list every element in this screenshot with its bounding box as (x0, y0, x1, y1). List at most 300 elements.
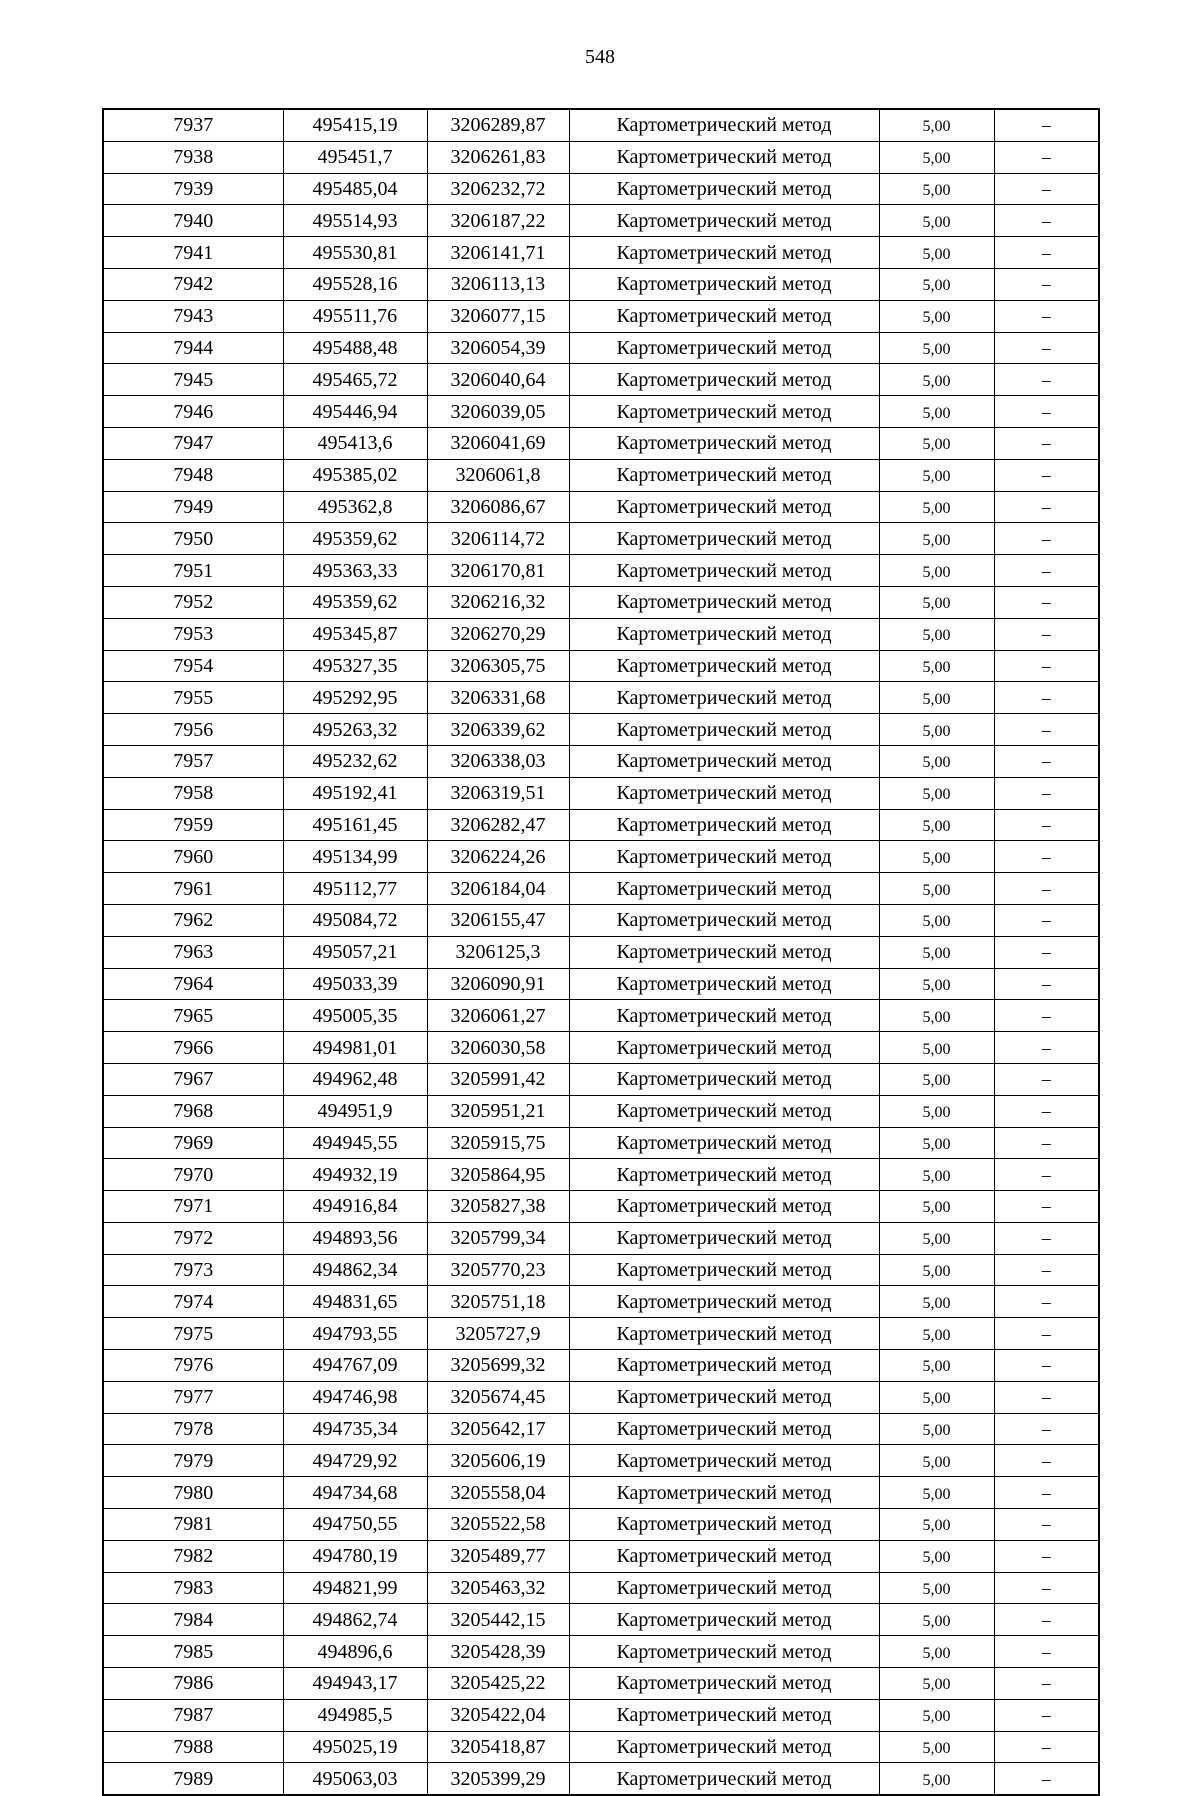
y-coordinate-cell: 3206270,29 (427, 618, 569, 650)
point-number-cell: 7965 (103, 1000, 283, 1032)
accuracy-cell: 5,00 (879, 682, 994, 714)
x-coordinate-cell: 495528,16 (283, 268, 427, 300)
note-cell: – (994, 904, 1099, 936)
x-coordinate-cell: 495488,48 (283, 332, 427, 364)
point-number-cell: 7985 (103, 1636, 283, 1668)
x-coordinate-cell: 494862,34 (283, 1254, 427, 1286)
y-coordinate-cell: 3205991,42 (427, 1063, 569, 1095)
table-row (103, 109, 1099, 141)
table-row (103, 173, 1099, 205)
y-coordinate-cell: 3206041,69 (427, 427, 569, 459)
point-number-cell: 7962 (103, 904, 283, 936)
note-cell: – (994, 745, 1099, 777)
accuracy-cell: 5,00 (879, 968, 994, 1000)
method-cell: Картометрический метод (569, 173, 879, 205)
accuracy-cell: 5,00 (879, 1063, 994, 1095)
accuracy-cell: 5,00 (879, 618, 994, 650)
method-cell: Картометрический метод (569, 109, 879, 141)
note-cell: – (994, 586, 1099, 618)
accuracy-cell: 5,00 (879, 205, 994, 237)
method-cell: Картометрический метод (569, 396, 879, 428)
table-row (103, 1572, 1099, 1604)
accuracy-cell: 5,00 (879, 555, 994, 587)
note-cell: – (994, 1095, 1099, 1127)
coordinates-table (102, 108, 1100, 1796)
table-row (103, 809, 1099, 841)
note-cell: – (994, 1445, 1099, 1477)
accuracy-cell: 5,00 (879, 1127, 994, 1159)
x-coordinate-cell: 494729,92 (283, 1445, 427, 1477)
accuracy-cell: 5,00 (879, 1604, 994, 1636)
point-number-cell: 7951 (103, 555, 283, 587)
x-coordinate-cell: 495446,94 (283, 396, 427, 428)
method-cell: Картометрический метод (569, 300, 879, 332)
table-row (103, 300, 1099, 332)
method-cell: Картометрический метод (569, 809, 879, 841)
y-coordinate-cell: 3206224,26 (427, 841, 569, 873)
table-row (103, 491, 1099, 523)
accuracy-cell: 5,00 (879, 491, 994, 523)
x-coordinate-cell: 494896,6 (283, 1636, 427, 1668)
table-row (103, 1731, 1099, 1763)
method-cell: Картометрический метод (569, 1413, 879, 1445)
table-row (103, 1477, 1099, 1509)
x-coordinate-cell: 494734,68 (283, 1477, 427, 1509)
y-coordinate-cell: 3206030,58 (427, 1032, 569, 1064)
accuracy-cell: 5,00 (879, 1350, 994, 1382)
note-cell: – (994, 237, 1099, 269)
y-coordinate-cell: 3205489,77 (427, 1540, 569, 1572)
method-cell: Картометрический метод (569, 268, 879, 300)
point-number-cell: 7938 (103, 141, 283, 173)
table-row (103, 1668, 1099, 1700)
method-cell: Картометрический метод (569, 1477, 879, 1509)
y-coordinate-cell: 3206061,8 (427, 459, 569, 491)
method-cell: Картометрический метод (569, 1699, 879, 1731)
method-cell: Картометрический метод (569, 237, 879, 269)
accuracy-cell: 5,00 (879, 1254, 994, 1286)
x-coordinate-cell: 494951,9 (283, 1095, 427, 1127)
x-coordinate-cell: 495511,76 (283, 300, 427, 332)
y-coordinate-cell: 3205428,39 (427, 1636, 569, 1668)
note-cell: – (994, 714, 1099, 746)
y-coordinate-cell: 3205827,38 (427, 1191, 569, 1223)
point-number-cell: 7957 (103, 745, 283, 777)
x-coordinate-cell: 495359,62 (283, 586, 427, 618)
table-row (103, 332, 1099, 364)
x-coordinate-cell: 495359,62 (283, 523, 427, 555)
y-coordinate-cell: 3206184,04 (427, 873, 569, 905)
accuracy-cell: 5,00 (879, 936, 994, 968)
method-cell: Картометрический метод (569, 1381, 879, 1413)
x-coordinate-cell: 494893,56 (283, 1222, 427, 1254)
table-row (103, 1318, 1099, 1350)
table-row (103, 1636, 1099, 1668)
x-coordinate-cell: 495465,72 (283, 364, 427, 396)
accuracy-cell: 5,00 (879, 396, 994, 428)
note-cell: – (994, 173, 1099, 205)
y-coordinate-cell: 3205463,32 (427, 1572, 569, 1604)
table-row (103, 1254, 1099, 1286)
x-coordinate-cell: 494821,99 (283, 1572, 427, 1604)
method-cell: Картометрический метод (569, 1127, 879, 1159)
point-number-cell: 7972 (103, 1222, 283, 1254)
table-row (103, 650, 1099, 682)
table-row (103, 364, 1099, 396)
table-row (103, 1191, 1099, 1223)
point-number-cell: 7946 (103, 396, 283, 428)
y-coordinate-cell: 3206331,68 (427, 682, 569, 714)
table-row (103, 268, 1099, 300)
method-cell: Картометрический метод (569, 1191, 879, 1223)
note-cell: – (994, 1540, 1099, 1572)
point-number-cell: 7949 (103, 491, 283, 523)
note-cell: – (994, 396, 1099, 428)
note-cell: – (994, 1699, 1099, 1731)
point-number-cell: 7941 (103, 237, 283, 269)
y-coordinate-cell: 3205418,87 (427, 1731, 569, 1763)
point-number-cell: 7948 (103, 459, 283, 491)
point-number-cell: 7944 (103, 332, 283, 364)
accuracy-cell: 5,00 (879, 809, 994, 841)
x-coordinate-cell: 495362,8 (283, 491, 427, 523)
point-number-cell: 7979 (103, 1445, 283, 1477)
table-row (103, 968, 1099, 1000)
table-row (103, 1222, 1099, 1254)
accuracy-cell: 5,00 (879, 1095, 994, 1127)
note-cell: – (994, 1763, 1099, 1795)
method-cell: Картометрический метод (569, 1063, 879, 1095)
accuracy-cell: 5,00 (879, 332, 994, 364)
point-number-cell: 7960 (103, 841, 283, 873)
point-number-cell: 7959 (103, 809, 283, 841)
table-row (103, 1381, 1099, 1413)
point-number-cell: 7976 (103, 1350, 283, 1382)
method-cell: Картометрический метод (569, 873, 879, 905)
y-coordinate-cell: 3205674,45 (427, 1381, 569, 1413)
x-coordinate-cell: 495063,03 (283, 1763, 427, 1795)
x-coordinate-cell: 495033,39 (283, 968, 427, 1000)
x-coordinate-cell: 494767,09 (283, 1350, 427, 1382)
accuracy-cell: 5,00 (879, 1381, 994, 1413)
point-number-cell: 7954 (103, 650, 283, 682)
note-cell: – (994, 1127, 1099, 1159)
y-coordinate-cell: 3206114,72 (427, 523, 569, 555)
y-coordinate-cell: 3206282,47 (427, 809, 569, 841)
accuracy-cell: 5,00 (879, 714, 994, 746)
x-coordinate-cell: 494750,55 (283, 1509, 427, 1541)
point-number-cell: 7989 (103, 1763, 283, 1795)
y-coordinate-cell: 3206040,64 (427, 364, 569, 396)
table-row (103, 459, 1099, 491)
method-cell: Картометрический метод (569, 1763, 879, 1795)
note-cell: – (994, 364, 1099, 396)
accuracy-cell: 5,00 (879, 364, 994, 396)
point-number-cell: 7988 (103, 1731, 283, 1763)
y-coordinate-cell: 3205699,32 (427, 1350, 569, 1382)
y-coordinate-cell: 3205558,04 (427, 1477, 569, 1509)
accuracy-cell: 5,00 (879, 427, 994, 459)
method-cell: Картометрический метод (569, 1540, 879, 1572)
note-cell: – (994, 1381, 1099, 1413)
point-number-cell: 7958 (103, 777, 283, 809)
y-coordinate-cell: 3205522,58 (427, 1509, 569, 1541)
method-cell: Картометрический метод (569, 1286, 879, 1318)
x-coordinate-cell: 494916,84 (283, 1191, 427, 1223)
y-coordinate-cell: 3205442,15 (427, 1604, 569, 1636)
x-coordinate-cell: 494985,5 (283, 1699, 427, 1731)
x-coordinate-cell: 495057,21 (283, 936, 427, 968)
note-cell: – (994, 1350, 1099, 1382)
accuracy-cell: 5,00 (879, 1318, 994, 1350)
note-cell: – (994, 1668, 1099, 1700)
y-coordinate-cell: 3205864,95 (427, 1159, 569, 1191)
note-cell: – (994, 141, 1099, 173)
accuracy-cell: 5,00 (879, 1222, 994, 1254)
note-cell: – (994, 491, 1099, 523)
table-row (103, 1699, 1099, 1731)
table-row (103, 1063, 1099, 1095)
note-cell: – (994, 268, 1099, 300)
table-row (103, 205, 1099, 237)
point-number-cell: 7956 (103, 714, 283, 746)
table-row (103, 427, 1099, 459)
method-cell: Картометрический метод (569, 1509, 879, 1541)
note-cell: – (994, 459, 1099, 491)
x-coordinate-cell: 495112,77 (283, 873, 427, 905)
method-cell: Картометрический метод (569, 841, 879, 873)
x-coordinate-cell: 495134,99 (283, 841, 427, 873)
y-coordinate-cell: 3206319,51 (427, 777, 569, 809)
point-number-cell: 7942 (103, 268, 283, 300)
y-coordinate-cell: 3206216,32 (427, 586, 569, 618)
x-coordinate-cell: 495451,7 (283, 141, 427, 173)
x-coordinate-cell: 495005,35 (283, 1000, 427, 1032)
accuracy-cell: 5,00 (879, 109, 994, 141)
note-cell: – (994, 1604, 1099, 1636)
x-coordinate-cell: 494793,55 (283, 1318, 427, 1350)
x-coordinate-cell: 495263,32 (283, 714, 427, 746)
note-cell: – (994, 205, 1099, 237)
point-number-cell: 7970 (103, 1159, 283, 1191)
y-coordinate-cell: 3206086,67 (427, 491, 569, 523)
x-coordinate-cell: 495232,62 (283, 745, 427, 777)
point-number-cell: 7971 (103, 1191, 283, 1223)
note-cell: – (994, 1159, 1099, 1191)
accuracy-cell: 5,00 (879, 904, 994, 936)
y-coordinate-cell: 3206289,87 (427, 109, 569, 141)
note-cell: – (994, 1318, 1099, 1350)
x-coordinate-cell: 495530,81 (283, 237, 427, 269)
note-cell: – (994, 873, 1099, 905)
method-cell: Картометрический метод (569, 523, 879, 555)
accuracy-cell: 5,00 (879, 1572, 994, 1604)
method-cell: Картометрический метод (569, 1222, 879, 1254)
point-number-cell: 7977 (103, 1381, 283, 1413)
point-number-cell: 7953 (103, 618, 283, 650)
x-coordinate-cell: 494932,19 (283, 1159, 427, 1191)
point-number-cell: 7952 (103, 586, 283, 618)
x-coordinate-cell: 494735,34 (283, 1413, 427, 1445)
note-cell: – (994, 1222, 1099, 1254)
table-row (103, 936, 1099, 968)
page-number: 548 (585, 46, 615, 68)
table-row (103, 873, 1099, 905)
table-row (103, 1413, 1099, 1445)
y-coordinate-cell: 3205727,9 (427, 1318, 569, 1350)
point-number-cell: 7981 (103, 1509, 283, 1541)
note-cell: – (994, 1286, 1099, 1318)
y-coordinate-cell: 3205422,04 (427, 1699, 569, 1731)
note-cell: – (994, 1636, 1099, 1668)
note-cell: – (994, 1477, 1099, 1509)
note-cell: – (994, 1032, 1099, 1064)
table-body (103, 109, 1099, 1795)
table-row (103, 1095, 1099, 1127)
x-coordinate-cell: 495084,72 (283, 904, 427, 936)
method-cell: Картометрический метод (569, 586, 879, 618)
point-number-cell: 7943 (103, 300, 283, 332)
accuracy-cell: 5,00 (879, 1413, 994, 1445)
y-coordinate-cell: 3206113,13 (427, 268, 569, 300)
note-cell: – (994, 777, 1099, 809)
accuracy-cell: 5,00 (879, 1763, 994, 1795)
point-number-cell: 7973 (103, 1254, 283, 1286)
note-cell: – (994, 1731, 1099, 1763)
table-row (103, 682, 1099, 714)
accuracy-cell: 5,00 (879, 1159, 994, 1191)
x-coordinate-cell: 495413,6 (283, 427, 427, 459)
point-number-cell: 7980 (103, 1477, 283, 1509)
point-number-cell: 7982 (103, 1540, 283, 1572)
y-coordinate-cell: 3205799,34 (427, 1222, 569, 1254)
note-cell: – (994, 427, 1099, 459)
accuracy-cell: 5,00 (879, 523, 994, 555)
method-cell: Картометрический метод (569, 936, 879, 968)
y-coordinate-cell: 3205915,75 (427, 1127, 569, 1159)
x-coordinate-cell: 495192,41 (283, 777, 427, 809)
method-cell: Картометрический метод (569, 1572, 879, 1604)
table-row (103, 1032, 1099, 1064)
method-cell: Картометрический метод (569, 1668, 879, 1700)
point-number-cell: 7978 (103, 1413, 283, 1445)
note-cell: – (994, 109, 1099, 141)
table-row (103, 1000, 1099, 1032)
point-number-cell: 7963 (103, 936, 283, 968)
accuracy-cell: 5,00 (879, 745, 994, 777)
note-cell: – (994, 682, 1099, 714)
x-coordinate-cell: 495485,04 (283, 173, 427, 205)
point-number-cell: 7961 (103, 873, 283, 905)
x-coordinate-cell: 494943,17 (283, 1668, 427, 1700)
y-coordinate-cell: 3206339,62 (427, 714, 569, 746)
table-row (103, 618, 1099, 650)
point-number-cell: 7974 (103, 1286, 283, 1318)
point-number-cell: 7975 (103, 1318, 283, 1350)
point-number-cell: 7939 (103, 173, 283, 205)
method-cell: Картометрический метод (569, 1095, 879, 1127)
method-cell: Картометрический метод (569, 427, 879, 459)
note-cell: – (994, 300, 1099, 332)
accuracy-cell: 5,00 (879, 586, 994, 618)
table-row (103, 237, 1099, 269)
note-cell: – (994, 1063, 1099, 1095)
y-coordinate-cell: 3205606,19 (427, 1445, 569, 1477)
note-cell: – (994, 555, 1099, 587)
y-coordinate-cell: 3206305,75 (427, 650, 569, 682)
table-row (103, 586, 1099, 618)
table-row (103, 714, 1099, 746)
accuracy-cell: 5,00 (879, 141, 994, 173)
accuracy-cell: 5,00 (879, 1540, 994, 1572)
method-cell: Картометрический метод (569, 491, 879, 523)
method-cell: Картометрический метод (569, 205, 879, 237)
x-coordinate-cell: 495327,35 (283, 650, 427, 682)
accuracy-cell: 5,00 (879, 1731, 994, 1763)
method-cell: Картометрический метод (569, 332, 879, 364)
method-cell: Картометрический метод (569, 968, 879, 1000)
point-number-cell: 7967 (103, 1063, 283, 1095)
y-coordinate-cell: 3205399,29 (427, 1763, 569, 1795)
table-row (103, 396, 1099, 428)
table-row (103, 1509, 1099, 1541)
point-number-cell: 7969 (103, 1127, 283, 1159)
point-number-cell: 7968 (103, 1095, 283, 1127)
point-number-cell: 7984 (103, 1604, 283, 1636)
table-row (103, 1763, 1099, 1795)
method-cell: Картометрический метод (569, 618, 879, 650)
table-row (103, 904, 1099, 936)
accuracy-cell: 5,00 (879, 841, 994, 873)
table-row (103, 1445, 1099, 1477)
y-coordinate-cell: 3206232,72 (427, 173, 569, 205)
x-coordinate-cell: 494862,74 (283, 1604, 427, 1636)
x-coordinate-cell: 494831,65 (283, 1286, 427, 1318)
table-row (103, 1286, 1099, 1318)
table-row (103, 777, 1099, 809)
table-row (103, 1540, 1099, 1572)
y-coordinate-cell: 3206090,91 (427, 968, 569, 1000)
accuracy-cell: 5,00 (879, 268, 994, 300)
y-coordinate-cell: 3206261,83 (427, 141, 569, 173)
note-cell: – (994, 936, 1099, 968)
y-coordinate-cell: 3205770,23 (427, 1254, 569, 1286)
accuracy-cell: 5,00 (879, 650, 994, 682)
method-cell: Картометрический метод (569, 714, 879, 746)
x-coordinate-cell: 495161,45 (283, 809, 427, 841)
accuracy-cell: 5,00 (879, 1286, 994, 1318)
method-cell: Картометрический метод (569, 1731, 879, 1763)
table-row (103, 1127, 1099, 1159)
table-row (103, 1350, 1099, 1382)
y-coordinate-cell: 3205425,22 (427, 1668, 569, 1700)
method-cell: Картометрический метод (569, 1604, 879, 1636)
accuracy-cell: 5,00 (879, 873, 994, 905)
method-cell: Картометрический метод (569, 141, 879, 173)
x-coordinate-cell: 494780,19 (283, 1540, 427, 1572)
note-cell: – (994, 841, 1099, 873)
accuracy-cell: 5,00 (879, 237, 994, 269)
y-coordinate-cell: 3206061,27 (427, 1000, 569, 1032)
table-row (103, 141, 1099, 173)
x-coordinate-cell: 494945,55 (283, 1127, 427, 1159)
accuracy-cell: 5,00 (879, 777, 994, 809)
table-row (103, 523, 1099, 555)
method-cell: Картометрический метод (569, 459, 879, 491)
accuracy-cell: 5,00 (879, 1445, 994, 1477)
note-cell: – (994, 1509, 1099, 1541)
point-number-cell: 7986 (103, 1668, 283, 1700)
